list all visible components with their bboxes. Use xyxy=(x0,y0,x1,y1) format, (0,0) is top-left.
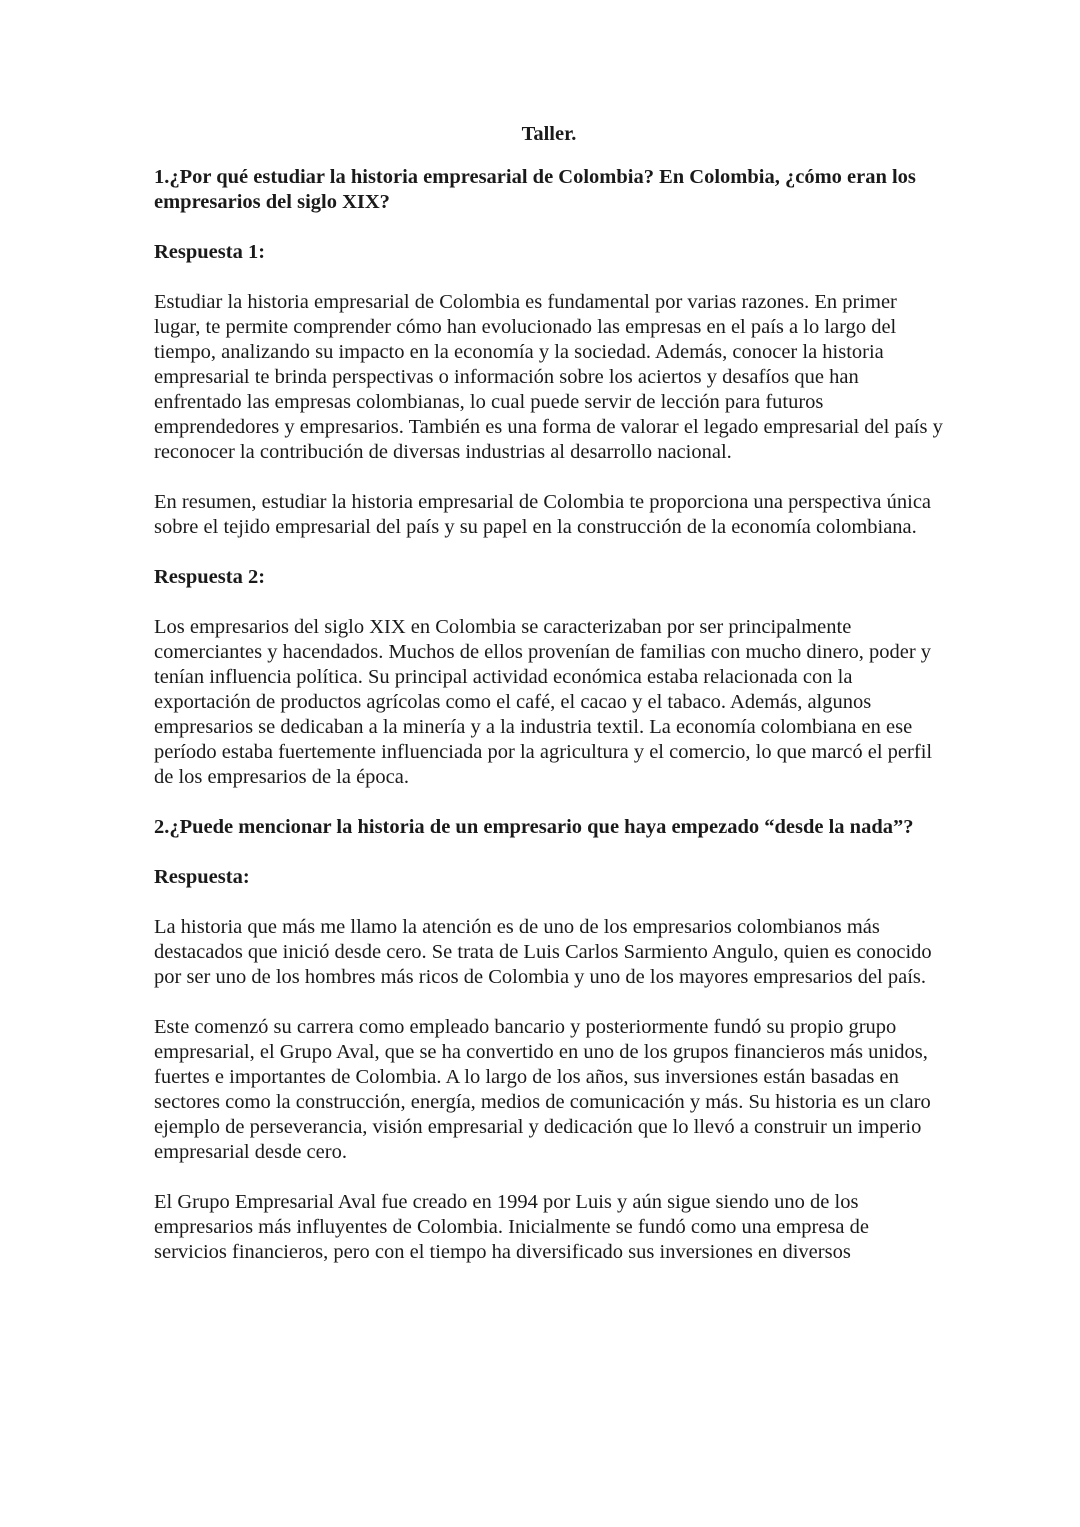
answer-1-heading: Respuesta 1: xyxy=(154,241,266,263)
answer-paragraph-3: El Grupo Empresarial Aval fue creado en 1994 por Luis y aún sigue siendo uno de los empresarios más influyentes de Colombia. Inicialmente se fundó como una empresa de servicios financieros, pero con el tiempo ha diversificado sus inversiones en diversos xyxy=(154,1191,870,1263)
answer-2-heading: Respuesta 2: xyxy=(154,566,266,588)
answer-1-paragraph-2: En resumen, estudiar la historia empresarial de Colombia te proporciona una perspectiva única sobre el tejido empresarial del país y su papel en la construcción de la economía colombiana. xyxy=(154,491,932,538)
answer-heading: Respuesta: xyxy=(154,866,250,888)
answer-paragraph-1: La historia que más me llamo la atención es de uno de los empresarios colombianos más destacados que inició desde cero. Se trata de Luis Carlos Sarmiento Angulo, quien es conocido por ser uno de los hombres más ricos de Colombia y uno de los mayores empresarios del país. xyxy=(154,916,932,988)
question-1: 1.¿Por qué estudiar la historia empresarial de Colombia? En Colombia, ¿cómo eran los empresarios del siglo XIX? xyxy=(154,166,916,213)
question-2: 2.¿Puede mencionar la historia de un empresario que haya empezado “desde la nada”? xyxy=(154,816,914,838)
document-page xyxy=(154,122,944,1290)
answer-1-paragraph-1: Estudiar la historia empresarial de Colombia es fundamental por varias razones. En primer lugar, te permite comprender cómo han evolucionado las empresas en el país a lo largo del tiempo, analizando su impacto en la economía y la sociedad. Además, conocer la historia empresarial te brinda perspectivas o información sobre los aciertos y desafíos que han enfrentado las empresas colombianas, lo cual puede servir de lección para futuros emprendedores y empresarios. También es una forma de valorar el legado empresarial del país y reconocer la contribución de diversas industrias al desarrollo nacional. xyxy=(154,291,943,463)
document-title: Taller. xyxy=(521,123,577,145)
answer-paragraph-2: Este comenzó su carrera como empleado bancario y posteriormente fundó su propio grupo empresarial, el Grupo Aval, que se ha convertido en uno de los grupos financieros más unidos, fuertes e importantes de Colombia. A lo largo de los años, sus inversiones están basadas en sectores como la construcción, energía, medios de comunicación y más. Su historia es un claro ejemplo de perseverancia, visión empresarial y dedicación que lo llevó a construir un imperio empresarial desde cero. xyxy=(154,1016,931,1163)
answer-2-paragraph: Los empresarios del siglo XIX en Colombia se caracterizaban por ser principalmente comerciantes y hacendados. Muchos de ellos provenían de familias con mucho dinero, poder y tenían influencia política. Su principal actividad económica estaba relacionada con la exportación de productos agrícolas como el café, el cacao y el tabaco. Además, algunos empresarios se dedicaban a la minería y a la industria textil. La economía colombiana en ese período estaba fuertemente influenciada por la agricultura y el comercio, lo que marcó el perfil de los empresarios de la época. xyxy=(154,616,933,788)
